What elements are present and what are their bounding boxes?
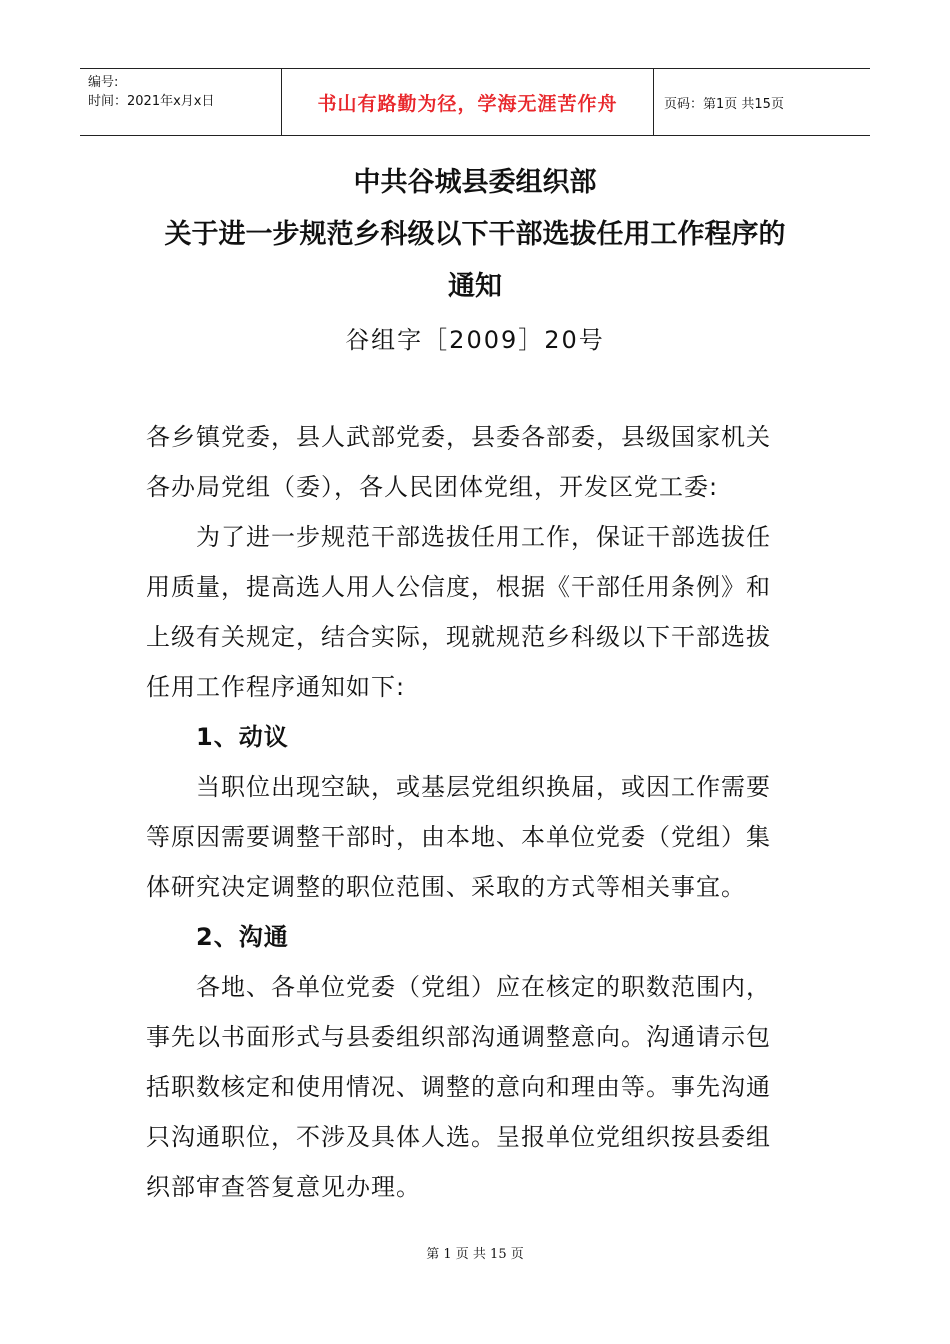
section-1-heading: 1、动议 [196,723,289,751]
header-motto-cell [282,69,654,135]
title-line-2: 关于进一步规范乡科级以下干部选拔任用工作程序的 [164,219,786,250]
section-2-heading: 2、沟通 [196,923,289,951]
intro-paragraph: 为了进一步规范干部选拔任用工作，保证干部选拔任用质量，提高选人用人公信度，根据《干部任用条例》和上级有关规定，结合实际，现就规范乡科级以下干部选拔任用工作程序通知如下: [146,523,771,701]
motto: 书山有路勤为径，学海无涯苦作舟 [317,92,618,115]
section-2-paragraph: 各地、各单位党委（党组）应在核定的职数范围内，事先以书面形式与县委组织部沟通调整意向。沟通请示包括职数核定和使用情况、调整的意向和理由等。事先沟通只沟通职位，不涉及具体人选。呈报单位党组织按县委组织部审查答复意见办理。 [146,973,771,1201]
document-number: 谷组字［2009］20号 [345,326,605,354]
title-line-3: 通知 [448,271,502,302]
recipients-paragraph: 各乡镇党委，县人武部党委，县委各部委，县级国家机关各办局党组（委），各人民团体党组，开发区党工委: [146,423,771,501]
title-line-1: 中共谷城县委组织部 [353,167,597,198]
document-body [146,412,792,1212]
page-footer: 第 1 页 共 15 页 [426,1247,524,1262]
page-label: 页码：第1页 共15页 [664,96,784,112]
number-label: 编号: [88,75,119,90]
section-1-paragraph: 当职位出现空缺，或基层党组织换届，或因工作需要等原因需要调整干部时，由本地、本单位党委（党组）集体研究决定调整的职位范围、采取的方式等相关事宜。 [146,773,771,901]
header-meta-cell [80,69,282,135]
date-label: 时间：2021年x月x日 [88,94,215,109]
header-table [80,68,870,136]
header-page-cell [654,69,870,135]
